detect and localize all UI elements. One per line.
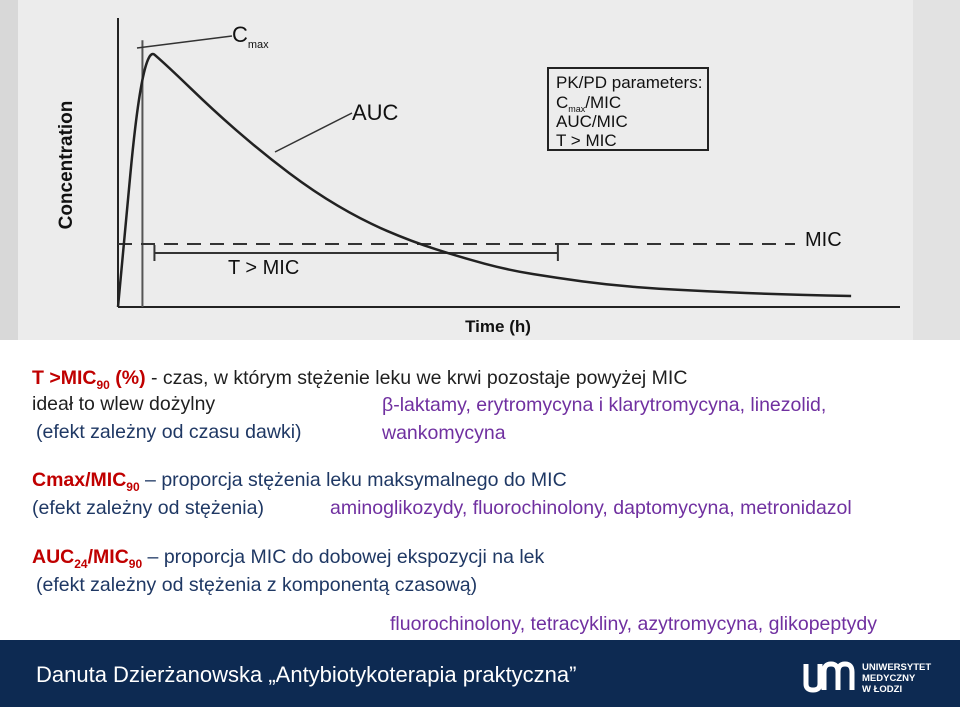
pkpd-parameters-box: [548, 68, 708, 150]
logo-line3: W ŁODZI: [862, 684, 903, 695]
section3-drugs: fluorochinolony, tetracykliny, azytromycyna, glikopeptydy: [390, 613, 877, 635]
pkpd-box-title: PK/PD parameters:: [556, 73, 703, 92]
section2-drugs: aminoglikozydy, fluorochinolony, daptomycyna, metronidazol: [330, 497, 852, 519]
pkpd-box-tmic: T > MIC: [556, 131, 617, 150]
pkpd-chart: [0, 0, 960, 340]
chart-plot-area: [18, 0, 913, 340]
university-logo: [800, 650, 950, 700]
section2-heading: [32, 468, 567, 494]
auc-mic-title: $AUC_{24}/MIC_{90}$: [32, 546, 143, 571]
logo-line1: UNIWERSYTET: [862, 662, 932, 673]
section3-heading: [32, 545, 544, 571]
section2-line2: (efekt zależny od stężenia): [32, 497, 264, 519]
mic-label: MIC: [805, 229, 842, 251]
footer-bar: [0, 640, 960, 707]
auc-label: AUC: [352, 100, 399, 125]
footer-citation: Danuta Dzierżanowska „Antybiotykoterapia praktyczna”: [36, 662, 577, 687]
section3-line2: (efekt zależny od stężenia z komponentą czasową): [36, 574, 478, 596]
pkpd-box-cmax: $C_{max}$/MIC: [556, 93, 622, 114]
t-mic-title: $T >MIC_{90}$ (%): [32, 367, 151, 392]
section1-line3: (efekt zależny od czasu dawki): [36, 421, 302, 443]
auc-mic-description: – proporcja MIC do dobowej ekspozycji na lek: [142, 546, 545, 568]
y-axis-label: Concentration: [56, 100, 77, 230]
section1-line2: ideał to wlew dożylny: [32, 393, 216, 415]
section1-drugs-line1: β-laktamy, erytromycyna i klarytromycyna, linezolid,: [382, 394, 827, 416]
cmax-mic-description: – proporcja stężenia leku maksymalnego do MIC: [139, 469, 567, 491]
t-mic-description: - czas, w którym stężenie leku we krwi pozostaje powyżej MIC: [151, 367, 688, 389]
logo-line2: MEDYCZNY: [862, 673, 916, 684]
t-mic-label: T > MIC: [228, 257, 300, 279]
section1-drugs-line2: wankomycyna: [382, 422, 506, 444]
cmax-mic-title: Cmax/$MIC_{90}$: [32, 469, 140, 494]
section1-heading: [32, 366, 687, 392]
pkpd-box-auc: AUC/MIC: [556, 112, 628, 131]
x-axis-label: Time (h): [465, 317, 531, 336]
cmax-label: $C_{max}$: [232, 22, 269, 51]
